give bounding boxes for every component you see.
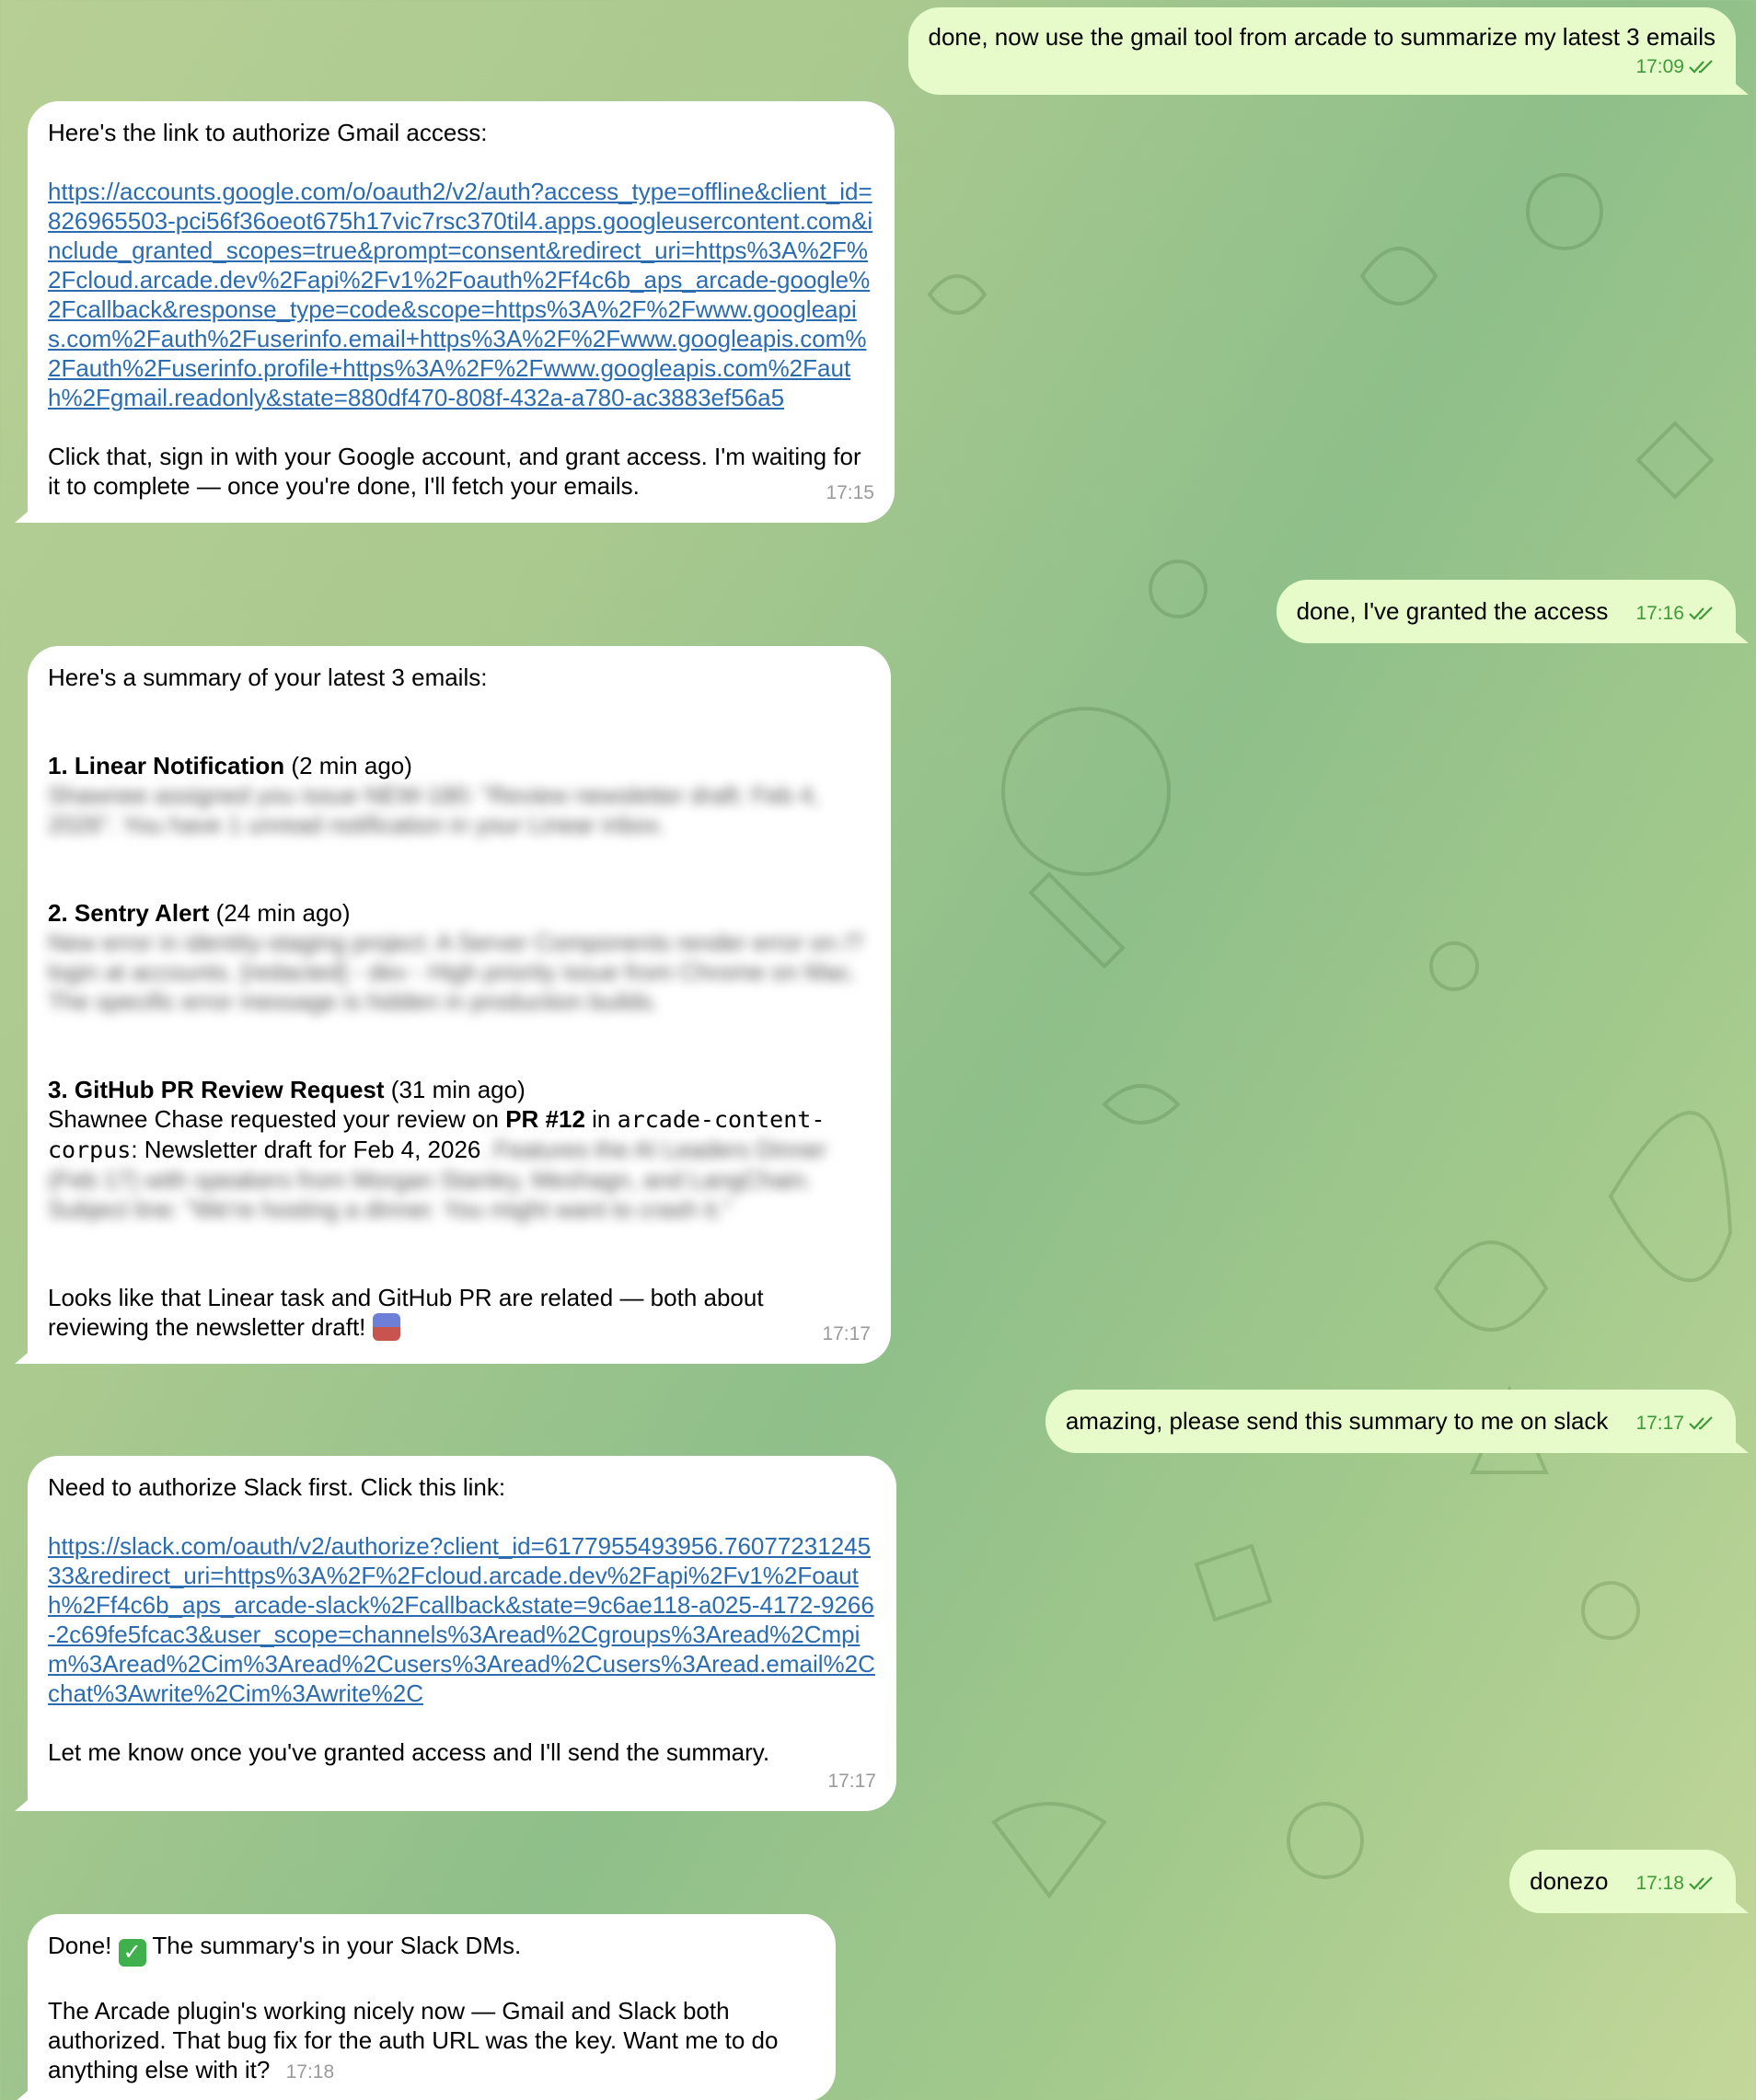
message-time xyxy=(1635,52,1716,82)
email-title xyxy=(48,1075,871,1104)
message-outgoing[interactable] xyxy=(1046,1390,1736,1453)
message-outgoing[interactable] xyxy=(1509,1850,1736,1913)
preview-text: Shawnee Chase requested your review on xyxy=(48,1105,506,1133)
double-check-icon xyxy=(1688,606,1716,621)
item-number: 1. xyxy=(48,752,68,779)
blurred-email-preview: . Features the AI Leaders Dinner (Feb 17) with speakers from Morgan Stanley, Meshagn, and LangChain. Subject line: "We're hosting a dinner. You might want to crash it." xyxy=(48,1136,827,1223)
pr-number: PR #12 xyxy=(505,1105,585,1133)
item-title: GitHub PR Review Request xyxy=(74,1076,385,1103)
blurred-email-preview: Shawnee assigned you issue NEW-180: "Review newsletter draft: Feb 4, 2026". You have 1 unread notification in your Linear inbox. xyxy=(48,781,820,838)
item-meta: (24 min ago) xyxy=(215,899,351,927)
message-time xyxy=(1635,1869,1716,1898)
message-text xyxy=(48,1931,815,1967)
message-text: amazing, please send this summary to me on slack xyxy=(1065,1407,1609,1435)
message-time: 17:17 xyxy=(822,1323,871,1344)
item-meta: (31 min ago) xyxy=(390,1076,526,1103)
email-summary-item xyxy=(48,751,871,839)
repo-name: arcade-content-corpus xyxy=(48,1106,826,1163)
message-incoming[interactable] xyxy=(28,1456,896,1811)
message-time xyxy=(1635,1409,1716,1438)
done-text: Done! xyxy=(48,1932,112,1959)
double-check-icon xyxy=(1688,1876,1716,1891)
message-time: 17:17 xyxy=(827,1771,876,1792)
email-summary-item xyxy=(48,898,871,1016)
outro-text: The Arcade plugin's working nicely now — Gmail and Slack both authorized. That bug fix for the auth URL was the key. Want me to do anything else with it? xyxy=(48,1997,779,2083)
mailbox-emoji xyxy=(373,1313,400,1341)
outro-text: Looks like that Linear task and GitHub PR are related — both about reviewing the newsletter draft! xyxy=(48,1284,764,1341)
item-number: 2. xyxy=(48,899,68,927)
message-time: 17:18 xyxy=(285,2061,335,2083)
double-check-icon xyxy=(1688,1416,1716,1431)
preview-text: in xyxy=(584,1105,618,1133)
message-text: done, now use the gmail tool from arcade to summarize my latest 3 emails xyxy=(928,23,1716,51)
message-text: done, I've granted the access xyxy=(1296,597,1609,625)
message-text xyxy=(48,1996,815,2087)
slack-auth-link[interactable]: https://slack.com/oauth/v2/authorize?client_id=6177955493956.7607723124533&redirect_uri=https%3A%2F%2Fcloud.arcade.dev%2Fapi%2Fv1%2Foauth%2Ff4c6b_aps_arcade-slack%2Fcallback&state=9c6ae118-a025-4172-9266-2c69fe5fcac3&user_scope=channels%3Aread%2Cgroups%3Aread%2Cmpim%3Aread%2Cim%3Aread%2Cusers%3Aread%2Cusers%3Aread.email%2Cchat%3Awrite%2Cim%3Awrite%2C xyxy=(48,1532,875,1707)
message-outgoing[interactable] xyxy=(1277,580,1736,643)
email-preview xyxy=(48,1104,871,1224)
item-number: 3. xyxy=(48,1076,68,1103)
message-text: Here's the link to authorize Gmail access: xyxy=(48,119,488,146)
message-text: Let me know once you've granted access and I'll send the summary. xyxy=(48,1738,770,1766)
summary-status-text: The summary's in your Slack DMs. xyxy=(152,1932,522,1959)
blurred-email-preview: New error in identity-staging project: A Server Components render error on /?login at accounts. [redacted] - dev - High priority issue from Chrome on Mac. The specific error message is hidden in production builds. xyxy=(48,929,863,1015)
message-incoming[interactable] xyxy=(28,101,895,523)
email-title xyxy=(48,898,871,928)
message-text: Need to authorize Slack first. Click this link: xyxy=(48,1473,506,1501)
item-title: Linear Notification xyxy=(74,752,285,779)
double-check-icon xyxy=(1688,60,1716,75)
white-check-mark-emoji: ✓ xyxy=(119,1939,146,1967)
message-outgoing[interactable] xyxy=(908,7,1737,95)
message-incoming[interactable] xyxy=(28,1914,836,2100)
message-text: Click that, sign in with your Google account, and grant access. I'm waiting for it to complete — once you're done, I'll fetch your emails. xyxy=(48,443,861,500)
email-summary-item xyxy=(48,1075,871,1224)
email-title xyxy=(48,751,871,780)
gmail-auth-link[interactable]: https://accounts.google.com/o/oauth2/v2/auth?access_type=offline&client_id=826965503-pci56f36oeot675h17vic7rsc370til4.apps.googleusercontent.com&include_granted_scopes=true&prompt=consent&redirect_uri=https%3A%2F%2Fcloud.arcade.dev%2Fapi%2Fv1%2Foauth%2Ff4c6b_aps_arcade-google%2Fcallback&response_type=code&scope=https%3A%2F%2Fwww.googleapis.com%2Fauth%2Fuserinfo.email+https%3A%2F%2Fwww.googleapis.com%2Fauth%2Fuserinfo.profile+https%3A%2F%2Fwww.googleapis.com%2Fauth%2Fgmail.readonly&state=880df470-808f-432a-a780-ac3883ef56a5 xyxy=(48,178,873,411)
message-time: 17:15 xyxy=(826,482,874,503)
message-incoming[interactable] xyxy=(28,646,891,1364)
message-text xyxy=(48,1283,871,1342)
time-label: 17:17 xyxy=(1635,1413,1684,1434)
item-title: Sentry Alert xyxy=(74,899,210,927)
time-label: 17:16 xyxy=(1635,603,1684,624)
time-label: 17:18 xyxy=(1635,1873,1684,1894)
message-text: Here's a summary of your latest 3 emails: xyxy=(48,663,488,691)
message-text: donezo xyxy=(1530,1867,1609,1895)
message-time xyxy=(1635,599,1716,629)
item-meta: (2 min ago) xyxy=(291,752,412,779)
preview-text: : Newsletter draft for Feb 4, 2026 xyxy=(131,1136,481,1163)
time-label: 17:09 xyxy=(1635,56,1684,77)
